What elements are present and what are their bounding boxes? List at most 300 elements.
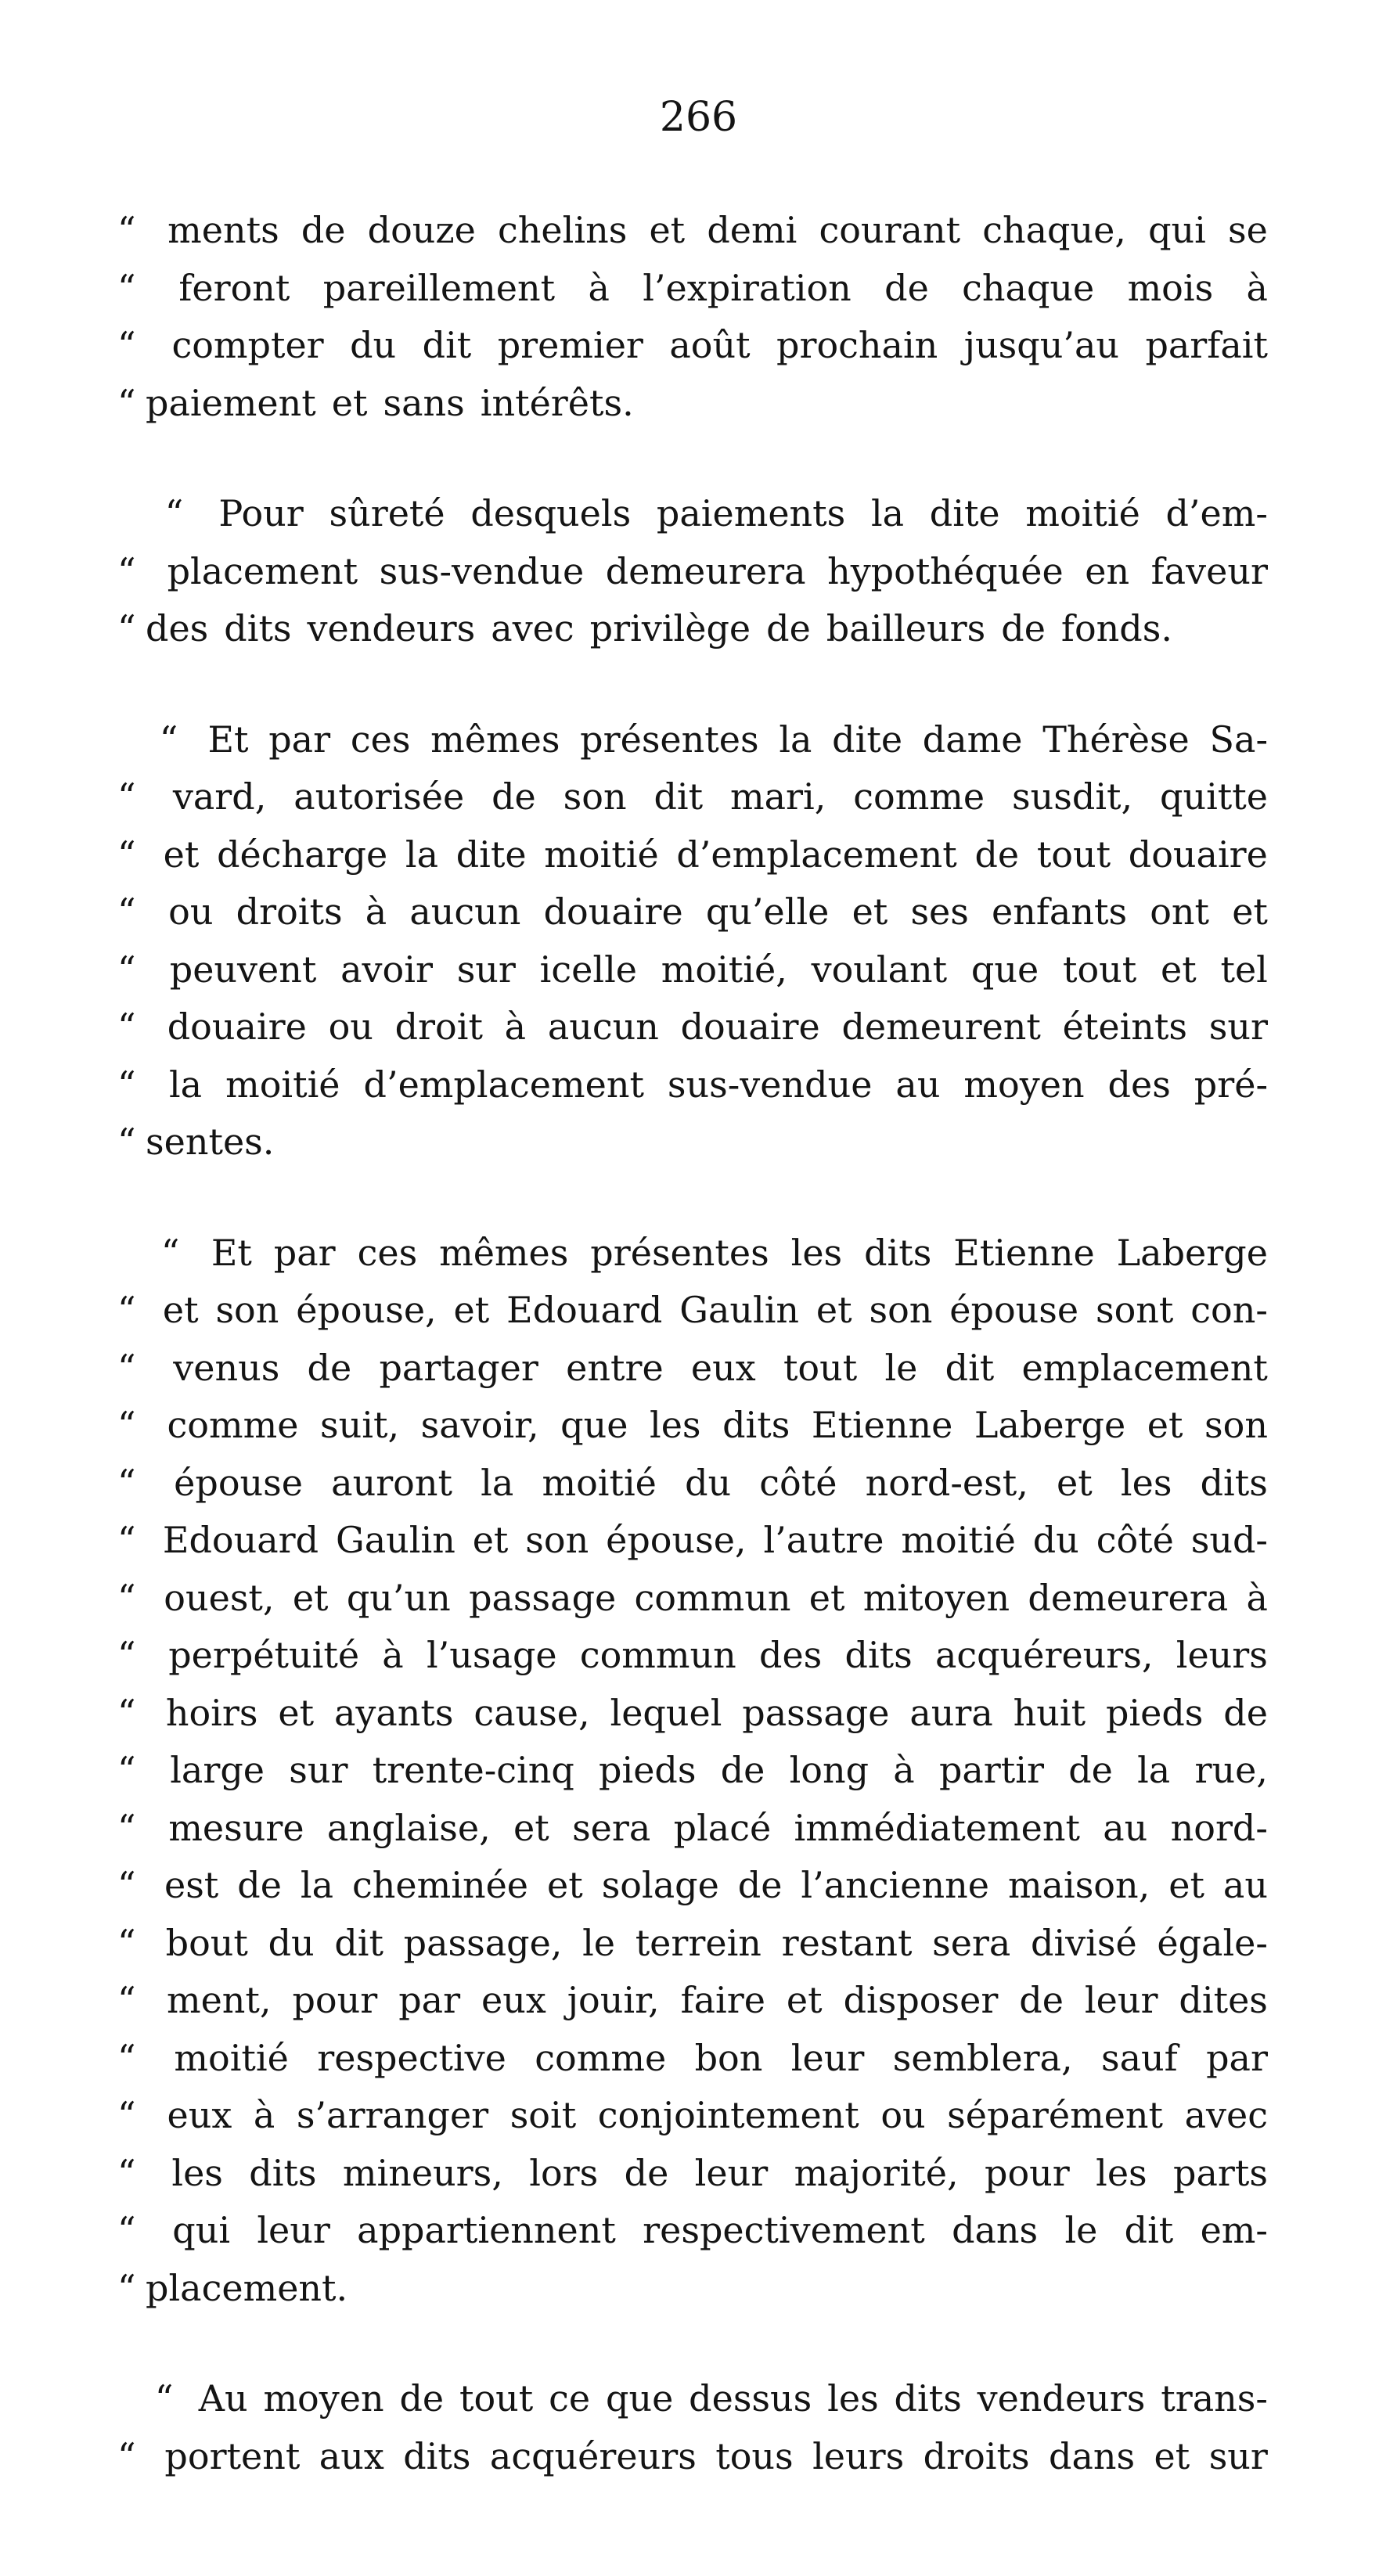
word: douaire [1128, 833, 1268, 876]
word: mitoyen [862, 1576, 1010, 1619]
word: les [827, 2377, 879, 2419]
quote-mark: “ [117, 775, 136, 818]
quote-mark: “ [117, 1346, 136, 1389]
text-line [117, 1455, 1268, 1513]
word: ces [350, 718, 411, 761]
word: susdit, [1012, 775, 1133, 818]
word: la [300, 1864, 334, 1906]
word: icelle [539, 948, 638, 991]
word: con- [1190, 1289, 1268, 1331]
word: compter [171, 324, 324, 366]
word: trente-cinq [372, 1749, 574, 1791]
word: Et [211, 1231, 252, 1274]
word: et [808, 1576, 845, 1619]
word: l’expiration [643, 266, 852, 309]
word: Gaulin [679, 1289, 800, 1331]
text-line [117, 826, 1268, 884]
word: cheminée [352, 1864, 529, 1906]
text-line [117, 1397, 1268, 1455]
word: vendeurs [977, 2377, 1146, 2419]
word: leur [1084, 1979, 1158, 2021]
word: autorisée [293, 775, 465, 818]
word: Etienne [953, 1231, 1095, 1274]
quote-mark: “ [117, 1461, 136, 1504]
text-line [117, 711, 1268, 769]
text-line [117, 2087, 1268, 2145]
word: à [893, 1749, 915, 1791]
word: dessus [689, 2377, 812, 2419]
word: et [852, 890, 888, 933]
word: épouse, [296, 1289, 437, 1331]
word: présentes [580, 718, 759, 761]
word: eux [167, 2094, 232, 2136]
word: dit [945, 1346, 995, 1389]
word: enfants [992, 890, 1128, 933]
paragraph [117, 1225, 1268, 2318]
word: et [278, 1691, 315, 1734]
word: immédiatement [794, 1806, 1080, 1849]
word: et [1154, 2434, 1190, 2477]
word: droits [923, 2434, 1030, 2477]
text-line [117, 1225, 1268, 1283]
word: ment, [166, 1979, 272, 2021]
word: la [779, 718, 812, 761]
word: auront [331, 1461, 452, 1504]
word: conjointement [597, 2094, 859, 2136]
word: courant [819, 209, 961, 251]
word: des [146, 607, 209, 649]
word: soit [509, 2094, 577, 2136]
word: sera [572, 1806, 651, 1849]
word: pareillement [322, 266, 556, 309]
word: l’ancienne [801, 1864, 989, 1906]
word: parfait [1145, 324, 1268, 366]
word: par [398, 1979, 461, 2021]
text-line [117, 485, 1268, 543]
word: de [1019, 1979, 1064, 2021]
word: aura [909, 1691, 993, 1734]
word: tout [459, 2377, 534, 2419]
text-line [117, 1800, 1268, 1858]
word: passage, [403, 1921, 563, 1964]
quote-mark: “ [117, 2266, 136, 2309]
word: large [170, 1749, 265, 1791]
text-line [117, 375, 1268, 433]
quote-mark: “ [160, 1231, 180, 1274]
text-line [117, 202, 1268, 260]
word: son [525, 1519, 589, 1561]
word: Et [207, 718, 249, 761]
word: son [869, 1289, 933, 1331]
word: côté [1096, 1519, 1174, 1561]
word: placement [167, 549, 358, 592]
word: au [1103, 1806, 1148, 1849]
word: dits [894, 2377, 962, 2419]
word: partir [938, 1749, 1044, 1791]
word: sans [383, 381, 465, 424]
word: tous [715, 2434, 794, 2477]
text-line [117, 2370, 1268, 2428]
word: de [301, 209, 346, 251]
word: fonds. [1060, 607, 1172, 649]
word: le [884, 1346, 918, 1389]
word: les [1096, 2151, 1147, 2194]
quote-mark: “ [117, 2094, 136, 2136]
word: à [1246, 266, 1268, 309]
word: des [1107, 1063, 1171, 1106]
word: tel [1220, 948, 1268, 991]
word: demeurera [605, 549, 806, 592]
word: vard, [172, 775, 267, 818]
quote-mark: “ [117, 607, 136, 649]
quote-mark: “ [117, 1519, 136, 1561]
word: commun [579, 1634, 736, 1676]
word: les [1120, 1461, 1172, 1504]
text-line [117, 1570, 1268, 1628]
word: parts [1173, 2151, 1268, 2194]
word: et [1232, 890, 1268, 933]
text-line [117, 260, 1268, 318]
word: terrein [635, 1921, 762, 1964]
word: de [1001, 607, 1046, 649]
word: se [1228, 209, 1268, 251]
word: Gaulin [335, 1519, 455, 1561]
word: droit [394, 1006, 483, 1048]
word: sera [932, 1921, 1011, 1964]
word: aucun [547, 1006, 659, 1048]
text-line [117, 768, 1268, 826]
word: solage [601, 1864, 719, 1906]
text-line [117, 1915, 1268, 1973]
word: de [399, 2377, 445, 2419]
word: suit, [320, 1404, 400, 1446]
word: quitte [1160, 775, 1268, 818]
word: de [307, 1346, 352, 1389]
word: intérêts. [480, 381, 634, 424]
word: du [685, 1461, 732, 1504]
word: et [649, 209, 686, 251]
word: de [720, 1749, 765, 1791]
word: à [365, 890, 387, 933]
word: dits [249, 2151, 317, 2194]
word: cause, [473, 1691, 590, 1734]
word: dits [864, 1231, 932, 1274]
word: acquéreurs, [934, 1634, 1154, 1676]
text-line [117, 2260, 1268, 2318]
word: avec [1184, 2094, 1268, 2136]
word: Thérèse [1042, 718, 1190, 761]
word: desquels [470, 492, 632, 534]
word: mêmes [439, 1231, 569, 1274]
word: hypothéquée [827, 549, 1064, 592]
word: dites [1179, 1979, 1268, 2021]
word: faveur [1150, 549, 1268, 592]
body-text [117, 202, 1268, 2538]
word: pieds [1105, 1691, 1204, 1734]
word: épouse [174, 1461, 303, 1504]
word: jouir, [567, 1979, 660, 2021]
word: placement. [146, 2266, 348, 2309]
word: dit [334, 1921, 383, 1964]
word: est [164, 1864, 219, 1906]
word: de [737, 1864, 783, 1906]
word: chelins [498, 209, 628, 251]
word: douaire [543, 890, 683, 933]
word: ces [357, 1231, 418, 1274]
word: de [766, 607, 811, 649]
word: voulant [811, 948, 948, 991]
word: emplacement [1021, 1346, 1268, 1389]
word: dits [844, 1634, 913, 1676]
word: leur [790, 2036, 865, 2079]
word: eux [690, 1346, 756, 1389]
text-line [117, 1340, 1268, 1398]
word: de [237, 1864, 282, 1906]
word: décharge [217, 833, 388, 876]
word: portent [164, 2434, 301, 2477]
quote-mark: “ [117, 1691, 136, 1734]
word: sûreté [329, 492, 445, 534]
word: premier [497, 324, 643, 366]
word: la [1137, 1749, 1171, 1791]
word: qu’elle [705, 890, 830, 933]
word: sentes. [146, 1121, 275, 1163]
word: privilège [589, 607, 751, 649]
word: pré- [1194, 1063, 1268, 1106]
paragraph [117, 711, 1268, 1171]
word: de [884, 266, 929, 309]
word: sur [456, 948, 516, 991]
quote-mark: “ [117, 1006, 136, 1048]
word: à [588, 266, 610, 309]
word: moitié [1025, 492, 1140, 534]
word: dans [1049, 2434, 1136, 2477]
word: à [382, 1634, 404, 1676]
word: sur [1208, 1006, 1268, 1048]
word: dits [224, 607, 292, 649]
quote-mark: “ [117, 2209, 136, 2251]
word: comme [167, 1404, 299, 1446]
quote-mark: “ [117, 1634, 136, 1676]
quote-mark: “ [117, 1806, 136, 1849]
word: mois [1127, 266, 1214, 309]
word: à [1246, 1576, 1268, 1619]
word: comme [853, 775, 985, 818]
word: les [650, 1404, 701, 1446]
word: maison, [1007, 1864, 1150, 1906]
word: Pour [218, 492, 304, 534]
word: les [171, 2151, 223, 2194]
paragraph [117, 2370, 1268, 2485]
word: la [870, 492, 905, 534]
word: et [162, 1289, 199, 1331]
quote-mark: “ [154, 2377, 174, 2419]
word: dit [1124, 2209, 1174, 2251]
word: semblera, [892, 2036, 1073, 2079]
word: mesure [168, 1806, 304, 1849]
word: hoirs [165, 1691, 258, 1734]
word: passage [742, 1691, 890, 1734]
paragraph [117, 202, 1268, 432]
word: douaire [680, 1006, 820, 1048]
word: trans- [1161, 2377, 1268, 2419]
word: Sa- [1209, 718, 1268, 761]
quote-mark: “ [164, 492, 184, 534]
word: bout [165, 1921, 248, 1964]
quote-mark: “ [117, 833, 136, 876]
word: em- [1200, 2209, 1268, 2251]
word: et [292, 1576, 329, 1619]
word: et [1147, 1404, 1183, 1446]
text-line [117, 1627, 1268, 1685]
word: lequel [610, 1691, 722, 1734]
word: du [1032, 1519, 1079, 1561]
word: ou [168, 890, 214, 933]
word: et [453, 1289, 490, 1331]
word: dite [832, 718, 903, 761]
word: pour [292, 1979, 378, 2021]
word: anglaise, [326, 1806, 491, 1849]
word: faire [680, 1979, 765, 2021]
word: moyen [963, 1063, 1085, 1106]
text-line [117, 2202, 1268, 2260]
word: Au [198, 2377, 248, 2419]
word: et [1161, 948, 1197, 991]
word: les [790, 1231, 843, 1274]
word: feront [178, 266, 290, 309]
word: présentes [590, 1231, 769, 1274]
word: moyen [263, 2377, 384, 2419]
word: sus-vendue [667, 1063, 873, 1106]
word: et [1168, 1864, 1204, 1906]
text-line [117, 2428, 1268, 2486]
word: d’emplacement [363, 1063, 644, 1106]
quote-mark: “ [117, 1921, 136, 1964]
word: et [163, 833, 200, 876]
word: qui [1148, 209, 1206, 251]
word: tout [783, 1346, 858, 1389]
word: dit [653, 775, 704, 818]
quote-mark: “ [117, 1121, 136, 1163]
text-line [117, 1512, 1268, 1570]
word: mineurs, [342, 2151, 503, 2194]
word: entre [566, 1346, 664, 1389]
word: sus-vendue [379, 549, 585, 592]
word: pour [985, 2151, 1070, 2194]
word: mêmes [430, 718, 560, 761]
word: le [1064, 2209, 1098, 2251]
word: jusqu’au [963, 324, 1119, 366]
word: lors [529, 2151, 599, 2194]
word: paiement [146, 381, 316, 424]
word: par [273, 1231, 336, 1274]
word: droits [236, 890, 343, 933]
word: que [606, 2377, 674, 2419]
word: leur [257, 2209, 330, 2251]
quote-mark: “ [117, 1576, 136, 1619]
word: leurs [812, 2434, 905, 2477]
word: Laberge [1116, 1231, 1268, 1274]
word: majorité, [794, 2151, 959, 2194]
word: et [816, 1289, 852, 1331]
word: leur [694, 2151, 769, 2194]
word: sud- [1190, 1519, 1268, 1561]
word: son [563, 775, 627, 818]
word: épouse, [606, 1519, 747, 1561]
word: que [970, 948, 1039, 991]
word: de [624, 2151, 669, 2194]
word: aux [319, 2434, 384, 2477]
text-line [117, 2030, 1268, 2088]
word: Edouard [162, 1519, 319, 1561]
word: dans [952, 2209, 1039, 2251]
word: au [895, 1063, 941, 1106]
word: Laberge [974, 1404, 1126, 1446]
word: l’usage [426, 1634, 557, 1676]
quote-mark: “ [117, 948, 136, 991]
word: tout [1062, 948, 1137, 991]
word: épouse [949, 1289, 1079, 1331]
word: à [253, 2094, 275, 2136]
paragraph [117, 485, 1268, 658]
word: rue, [1194, 1749, 1268, 1791]
word: restant [781, 1921, 913, 1964]
word: dame [922, 718, 1023, 761]
word: qui [172, 2209, 231, 2251]
quote-mark: “ [117, 2036, 136, 2079]
word: dit [422, 324, 472, 366]
word: et [547, 1864, 583, 1906]
word: demeurent [841, 1006, 1041, 1048]
quote-mark: “ [117, 549, 136, 592]
word: avoir [340, 948, 433, 991]
word: que [560, 1404, 628, 1446]
word: la [481, 1461, 514, 1504]
quote-mark: “ [117, 1979, 136, 2021]
word: le [582, 1921, 616, 1964]
word: partager [379, 1346, 538, 1389]
text-line [117, 941, 1268, 999]
word: demeurera [1028, 1576, 1229, 1619]
text-line [117, 1972, 1268, 2030]
word: placé [673, 1806, 772, 1849]
word: dits [722, 1404, 790, 1446]
word: côté [759, 1461, 837, 1504]
word: nord-est, [865, 1461, 1028, 1504]
word: au [1222, 1864, 1268, 1906]
word: ou [880, 2094, 926, 2136]
word: bon [694, 2036, 763, 2079]
word: respectivement [643, 2209, 925, 2251]
word: s’arranger [296, 2094, 489, 2136]
word: et [1057, 1461, 1093, 1504]
page-number: 266 [659, 94, 738, 141]
text-line [117, 998, 1268, 1056]
word: peuvent [169, 948, 317, 991]
word: moitié [544, 833, 659, 876]
word: avec [491, 607, 574, 649]
text-line [117, 1282, 1268, 1340]
word: disposer [843, 1979, 999, 2021]
word: la [168, 1063, 203, 1106]
word: moitié, [661, 948, 787, 991]
word: moitié [174, 2036, 289, 2079]
text-line [117, 600, 1268, 658]
word: eux [481, 1979, 546, 2021]
word: en [1085, 549, 1130, 592]
word: séparément [947, 2094, 1164, 2136]
quote-mark: “ [117, 1404, 136, 1446]
